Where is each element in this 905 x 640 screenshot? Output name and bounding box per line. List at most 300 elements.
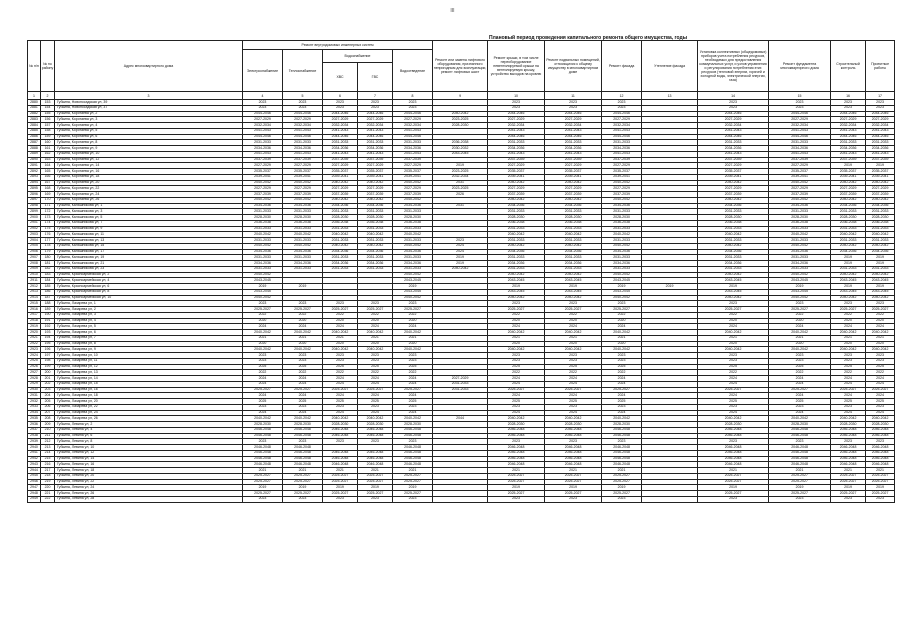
table-cell: 2040-2042 — [283, 243, 323, 249]
table-cell: 2023 — [393, 358, 433, 364]
table-cell: 2021 — [243, 335, 283, 341]
table-cell: 2041-2043 — [393, 128, 433, 134]
table-cell: 2031-2033 — [243, 226, 283, 232]
table-cell: 2036-2038 — [243, 220, 283, 226]
table-cell: 2031-2033 — [698, 209, 769, 215]
table-cell: 2046-2048 — [866, 456, 895, 462]
table-cell: 166 — [41, 174, 55, 180]
table-cell: 180 — [41, 255, 55, 261]
table-cell: 2025-2027 — [283, 479, 323, 485]
table-cell: 2021 — [698, 468, 769, 474]
table-cell: 2025 — [602, 399, 642, 405]
table-cell: 2944 — [28, 468, 41, 474]
table-cell: 2884 — [28, 123, 41, 129]
address-cell: Губкина, Левина ул, 28 — [55, 496, 243, 502]
address-cell: Губкина, Калашникова ул, 21 — [55, 261, 243, 267]
table-cell: 2025-2027 — [358, 491, 393, 497]
table-cell: 2034-2036 — [866, 249, 895, 255]
table-cell: 2046-2048 — [393, 450, 433, 456]
table-cell: 2019 — [698, 485, 769, 491]
table-cell: 2023 — [393, 496, 433, 502]
table-cell: 2023 — [283, 353, 323, 359]
table-caption: Плановый период проведения капитального ремонта общего имущества, годы — [489, 35, 687, 41]
table-cell: 2022 — [602, 370, 642, 376]
table-cell: 2027-2029 — [393, 117, 433, 123]
table-cell: 2031-2033 — [602, 226, 642, 232]
address-cell: Губкина, Левина ул, 12 — [55, 450, 243, 456]
table-row — [28, 496, 895, 502]
table-cell: 2023 — [323, 100, 358, 106]
table-cell: 2040-2042 — [283, 416, 323, 422]
address-cell: Губкина, Лазарева ул, 12 — [55, 364, 243, 370]
table-cell: 2025 — [602, 364, 642, 370]
table-cell: 2931 — [28, 393, 41, 399]
table-cell: 2028-2030 — [545, 215, 602, 221]
table-cell: 2020 — [358, 341, 393, 347]
table-cell: 2040-2042 — [698, 243, 769, 249]
table-cell: 2022 — [831, 312, 866, 318]
table-cell: 2025-2027 — [488, 479, 545, 485]
table-cell: 2024 — [698, 324, 769, 330]
address-cell: Губкина, Лазарева ул, 26 — [55, 416, 243, 422]
table-cell: 2041-2043 — [323, 128, 358, 134]
table-cell: 2023 — [698, 100, 769, 106]
table-cell: 2046-2048 — [602, 450, 642, 456]
table-cell: 2046-2048 — [243, 427, 283, 433]
address-cell: Губкина, Левина ул, 10 — [55, 445, 243, 451]
table-cell: 2025-2027 — [488, 491, 545, 497]
table-cell: 2021 — [545, 468, 602, 474]
table-cell: 2028-2030 — [393, 215, 433, 221]
table-cell: 2024 — [545, 381, 602, 387]
table-cell: 2041-2043 — [283, 128, 323, 134]
table-cell: 2021 — [866, 335, 895, 341]
table-cell: 2036-2038 — [433, 140, 488, 146]
table-cell: 2023 — [831, 105, 866, 111]
table-cell: 2019 — [866, 261, 895, 267]
table-cell: 2903 — [28, 232, 41, 238]
col-header-design: Проектные работы — [866, 41, 895, 92]
table-cell: 2936 — [28, 422, 41, 428]
table-cell: 2027-2029 — [283, 186, 323, 192]
table-cell: 2023 — [831, 353, 866, 359]
table-cell: 2023 — [283, 404, 323, 410]
table-cell: 2044-2046 — [769, 134, 831, 140]
table-cell: 2024 — [602, 393, 642, 399]
table-cell: 2027-2029 — [769, 117, 831, 123]
table-cell: 2034-2036 — [283, 203, 323, 209]
table-cell: 2024 — [393, 376, 433, 382]
address-cell: Губкина, Левина ул, 14 — [55, 456, 243, 462]
table-cell: 2040-2042 — [358, 180, 393, 186]
table-cell: 2044-2046 — [243, 111, 283, 117]
table-cell: 2041-2043 — [769, 128, 831, 134]
table-cell: 2021 — [488, 335, 545, 341]
table-cell: 2040-2042 — [866, 330, 895, 336]
address-cell: Губкина, Лазарева ул, 2 — [55, 307, 243, 313]
table-cell: 2025-2027 — [283, 307, 323, 313]
table-cell: 2023 — [323, 301, 358, 307]
table-cell: 2023 — [283, 358, 323, 364]
table-cell: 190 — [41, 312, 55, 318]
address-cell: Губкина, Коротаева ул, 2 — [55, 111, 243, 117]
table-cell: 2023 — [769, 301, 831, 307]
table-cell: 196 — [41, 347, 55, 353]
address-cell: Губкина, Лазарева ул, 6 — [55, 330, 243, 336]
table-cell: 2019 — [243, 284, 283, 290]
table-cell: 2025 — [283, 399, 323, 405]
table-cell: 2046-2048 — [831, 450, 866, 456]
table-cell: 2022 — [769, 370, 831, 376]
table-cell: 2940 — [28, 445, 41, 451]
table-cell: 2024 — [831, 324, 866, 330]
table-cell: 2025-2027 — [283, 387, 323, 393]
table-cell: 2037-2039 — [358, 157, 393, 163]
table-cell: 2046-2048 — [866, 462, 895, 468]
table-cell: 2044-2046 — [393, 134, 433, 140]
table-cell: 2020 — [602, 341, 642, 347]
table-cell: 2027-2029 — [243, 117, 283, 123]
table-cell: 2022 — [323, 370, 358, 376]
address-cell: Губкина, Левина ул, 18 — [55, 468, 243, 474]
table-cell: 2046-2048 — [831, 456, 866, 462]
col-header-district-num: № по району — [41, 41, 55, 92]
table-cell: 2037-2039 — [769, 157, 831, 163]
table-cell: 2043-2045 — [602, 278, 642, 284]
table-cell: 2023 — [545, 496, 602, 502]
table-cell: 2025-2027 — [488, 307, 545, 313]
table-cell: 2035-2037 — [831, 169, 866, 175]
table-cell: 2031-2033 — [283, 140, 323, 146]
column-number: 4 — [243, 92, 283, 100]
table-cell: 2031-2033 — [243, 266, 283, 272]
table-cell: 184 — [41, 278, 55, 284]
table-cell: 2043-2045 — [866, 278, 895, 284]
column-number: 17 — [866, 92, 895, 100]
table-cell: 2021 — [831, 468, 866, 474]
table-cell: 2044-2046 — [545, 134, 602, 140]
table-cell: 2036-2038 — [602, 220, 642, 226]
table-cell: 2046-2048 — [358, 427, 393, 433]
table-cell: 188 — [41, 301, 55, 307]
table-cell: 2023 — [545, 301, 602, 307]
table-cell: 2023 — [545, 358, 602, 364]
table-cell: 2046-2048 — [243, 462, 283, 468]
column-number: 14 — [698, 92, 769, 100]
table-cell: 2040-2042 — [866, 347, 895, 353]
table-cell: 154 — [41, 105, 55, 111]
table-cell: 2025-2027 — [831, 491, 866, 497]
address-cell: Губкина, Коротаева ул, 9 — [55, 146, 243, 152]
table-cell: 189 — [41, 307, 55, 313]
table-cell: 2025-2027 — [698, 473, 769, 479]
table-cell: 2037-2039 — [393, 192, 433, 198]
table-cell: 2023 — [323, 439, 358, 445]
table-cell: 2022 — [393, 312, 433, 318]
table-cell: 2024 — [831, 410, 866, 416]
table-cell: 2043-2045 — [769, 289, 831, 295]
table-cell: 2027-2029 — [545, 117, 602, 123]
table-cell: 2023 — [358, 105, 393, 111]
table-cell: 2031-2033 — [358, 238, 393, 244]
table-cell: 2028-2030 — [323, 422, 358, 428]
table-cell: 2022 — [488, 370, 545, 376]
table-cell: 2023 — [602, 353, 642, 359]
table-cell: 2040-2042 — [358, 416, 393, 422]
table-cell: 2040-2042 — [323, 243, 358, 249]
table-cell: 2025-2027 — [323, 387, 358, 393]
address-cell: Губкина, Калашникова ул, 19 — [55, 255, 243, 261]
table-cell: 2948 — [28, 491, 41, 497]
table-cell: 2023 — [283, 496, 323, 502]
table-cell: 2037-2039 — [243, 157, 283, 163]
table-cell: 2023 — [698, 358, 769, 364]
table-cell: 2025 — [831, 399, 866, 405]
table-cell: 2024 — [831, 393, 866, 399]
table-cell: 2028-2030 — [602, 422, 642, 428]
table-cell: 179 — [41, 249, 55, 255]
table-cell: 2031-2033 — [323, 238, 358, 244]
table-cell: 2898 — [28, 203, 41, 209]
table-cell: 2023 — [866, 404, 895, 410]
table-cell: 2034-2036 — [393, 249, 433, 255]
table-cell: 2023 — [698, 301, 769, 307]
table-cell: 193 — [41, 330, 55, 336]
address-cell: Губкина, Левина ул, 22 — [55, 479, 243, 485]
table-cell: 2040-2042 — [243, 243, 283, 249]
table-cell: 2921 — [28, 335, 41, 341]
table-cell: 2899 — [28, 209, 41, 215]
table-cell: 2044-2046 — [488, 134, 545, 140]
table-cell: 2040-2042 — [602, 232, 642, 238]
address-cell: Губкина, Левина ул, 4 — [55, 427, 243, 433]
table-cell: 2041-2043 — [393, 151, 433, 157]
address-cell: Губкина, Красноармейская ул, 4 — [55, 278, 243, 284]
table-cell: 2025-2027 — [358, 307, 393, 313]
table-cell: 2031-2033 — [323, 226, 358, 232]
table-cell: 2024 — [323, 381, 358, 387]
table-cell: 2043-2045 — [831, 278, 866, 284]
table-cell: 2023 — [831, 496, 866, 502]
table-cell: 2031-2033 — [769, 209, 831, 215]
table-cell: 2024 — [243, 376, 283, 382]
table-cell: 169 — [41, 192, 55, 198]
table-cell: 2035-2037 — [488, 169, 545, 175]
address-cell: Губкина, Коротаева ул, 16 — [55, 169, 243, 175]
table-cell: 191 — [41, 318, 55, 324]
table-cell: 2025-2027 — [393, 491, 433, 497]
table-cell: 2040-2042 — [769, 180, 831, 186]
table-cell: 2040-2042 — [358, 197, 393, 203]
table-cell: 2024 — [488, 410, 545, 416]
table-cell: 2023 — [698, 353, 769, 359]
table-cell: 2022 — [866, 370, 895, 376]
table-cell: 2928 — [28, 376, 41, 382]
table-cell: 2025-2027 — [769, 307, 831, 313]
table-cell: 168 — [41, 186, 55, 192]
table-cell: 207 — [41, 410, 55, 416]
table-cell: 2939 — [28, 439, 41, 445]
col-header-sewer: Водоотведение — [393, 50, 433, 92]
table-cell: 2032-2034 — [831, 123, 866, 129]
table-cell: 195 — [41, 341, 55, 347]
table-cell: 2019 — [642, 284, 698, 290]
address-cell: Губкина, Коротаева ул, 10 — [55, 151, 243, 157]
table-cell: 2031-2033 — [358, 255, 393, 261]
table-cell: 2034-2036 — [323, 261, 358, 267]
table-cell: 2020 — [323, 341, 358, 347]
table-cell: 2023 — [545, 439, 602, 445]
table-cell: 2041-2043 — [698, 128, 769, 134]
table-cell: 2031-2033 — [358, 209, 393, 215]
table-cell: 2040-2042 — [323, 197, 358, 203]
table-cell: 2040-2042 — [488, 197, 545, 203]
table-cell: 2019 — [283, 485, 323, 491]
table-cell: 2025 — [243, 364, 283, 370]
table-cell — [433, 496, 488, 502]
table-cell: 2039-2041 — [698, 174, 769, 180]
table-cell: 2024 — [698, 381, 769, 387]
address-cell: Губкина, Красноармейская ул, 10 — [55, 295, 243, 301]
table-cell: 2024 — [243, 324, 283, 330]
table-cell: 2041-2043 — [243, 151, 283, 157]
table-cell: 2031-2033 — [488, 266, 545, 272]
table-cell: 2023 — [243, 105, 283, 111]
table-cell: 199 — [41, 364, 55, 370]
table-cell: 2024 — [602, 410, 642, 416]
table-cell: 2020 — [393, 341, 433, 347]
table-cell: 2046-2048 — [545, 433, 602, 439]
address-cell: Губкина, Лазарева ул, 5 — [55, 324, 243, 330]
table-cell: 2945 — [28, 473, 41, 479]
table-cell: 2040-2042 — [602, 243, 642, 249]
table-cell: 2027-2029 — [393, 186, 433, 192]
table-cell: 2019 — [393, 485, 433, 491]
table-cell: 2040-2042 — [831, 272, 866, 278]
table-cell: 2034-2036 — [323, 203, 358, 209]
table-cell: 2021 — [602, 335, 642, 341]
table-cell: 2023 — [243, 301, 283, 307]
table-cell: 2034-2036 — [488, 203, 545, 209]
table-cell: 2025 — [698, 364, 769, 370]
table-cell: 2040-2042 — [433, 266, 488, 272]
table-cell: 2023 — [866, 301, 895, 307]
table-cell: 2025-2027 — [545, 473, 602, 479]
table-cell: 2040-2042 — [393, 197, 433, 203]
table-cell: 2027-2029 — [866, 186, 895, 192]
table-cell: 2040-2042 — [831, 330, 866, 336]
table-cell: 2025 — [323, 399, 358, 405]
address-cell: Губкина, Красноармейская ул, 6 — [55, 284, 243, 290]
table-cell: 2035-2037 — [698, 169, 769, 175]
table-cell: 2892 — [28, 169, 41, 175]
table-cell: 2019 — [866, 284, 895, 290]
table-cell: 2034-2036 — [393, 203, 433, 209]
table-cell: 2040-2042 — [358, 330, 393, 336]
table-cell: 2040-2042 — [769, 272, 831, 278]
address-cell: Губкина, Калашникова ул, 1 — [55, 203, 243, 209]
table-cell: 2020 — [545, 318, 602, 324]
table-cell: 2025-2027 — [831, 387, 866, 393]
address-cell: Губкина, Лазарева ул, 20 — [55, 399, 243, 405]
table-cell: 2024 — [545, 410, 602, 416]
table-cell: 2025-2027 — [243, 387, 283, 393]
table-cell: 2037-2039 — [831, 157, 866, 163]
table-cell: 2041-2043 — [323, 151, 358, 157]
table-cell: 2036-2038 — [358, 220, 393, 226]
table-cell: 2040-2042 — [283, 347, 323, 353]
table-cell: 2923 — [28, 347, 41, 353]
table-cell: 2894 — [28, 180, 41, 186]
table-cell: 2023 — [243, 496, 283, 502]
table-cell: 2040-2042 — [283, 197, 323, 203]
table-cell: 2028-2030 — [283, 422, 323, 428]
col-header-meters: Установка коллективных (общедомовых) приборов учета потребления ресурсов, необходимых для предоставления коммунальных услуг, и узлов управления и регулирования потребления этих ресурсов (тепловой энергии, горячей и холодной воды, электрической энергии, газа) — [698, 41, 769, 92]
table-cell: 2040-2042 — [602, 272, 642, 278]
table-cell: 2040-2042 — [243, 197, 283, 203]
table-cell: 210 — [41, 427, 55, 433]
table-cell: 2031-2033 — [698, 226, 769, 232]
table-cell: 2025-2027 — [866, 307, 895, 313]
table-cell: 2040-2042 — [698, 295, 769, 301]
table-cell: 2040-2042 — [488, 243, 545, 249]
table-cell: 192 — [41, 324, 55, 330]
table-cell: 212 — [41, 439, 55, 445]
table-cell: 2027-2029 — [769, 163, 831, 169]
table-cell: 2021 — [323, 468, 358, 474]
table-cell: 2022 — [698, 312, 769, 318]
table-cell: 2043-2045 — [866, 289, 895, 295]
table-cell: 2040-2042 — [698, 180, 769, 186]
table-cell: 2032-2034 — [283, 123, 323, 129]
table-cell: 2040-2042 — [393, 295, 433, 301]
table-cell: 2031-2033 — [243, 255, 283, 261]
table-cell: 2025 — [866, 399, 895, 405]
table-cell: 2927 — [28, 370, 41, 376]
table-cell: 2023 — [323, 496, 358, 502]
table-cell: 2019 — [769, 284, 831, 290]
table-cell: 2023 — [488, 105, 545, 111]
table-cell: 2031-2033 — [488, 238, 545, 244]
table-cell: 208 — [41, 416, 55, 422]
table-cell: 2039-2041 — [545, 174, 602, 180]
table-cell: 2023 — [323, 353, 358, 359]
table-cell: 2031-2033 — [323, 140, 358, 146]
column-number: 15 — [769, 92, 831, 100]
table-cell: 2023 — [283, 105, 323, 111]
table-cell: 2040-2042 — [769, 347, 831, 353]
table-cell: 2028-2030 — [358, 422, 393, 428]
table-cell: 2040-2042 — [545, 416, 602, 422]
table-cell: 2908 — [28, 261, 41, 267]
table-cell: 2036-2038 — [488, 220, 545, 226]
table-cell: 2023 — [698, 404, 769, 410]
address-cell: Губкина, Лазарева ул, 16 — [55, 387, 243, 393]
table-cell: 2046-2048 — [545, 427, 602, 433]
table-cell: 2040-2042 — [866, 243, 895, 249]
table-cell: 2023 — [283, 100, 323, 106]
table-cell: 219 — [41, 479, 55, 485]
table-cell: 2046-2048 — [488, 462, 545, 468]
table-cell: 2027-2029 — [323, 186, 358, 192]
table-cell: 2023 — [488, 439, 545, 445]
table-cell: 2027-2029 — [488, 186, 545, 192]
table-cell: 2040-2042 — [488, 232, 545, 238]
table-cell: 2025-2027 — [866, 491, 895, 497]
table-cell: 2040-2042 — [283, 232, 323, 238]
table-cell: 2025-2027 — [323, 473, 358, 479]
table-cell: 2025-2027 — [393, 387, 433, 393]
